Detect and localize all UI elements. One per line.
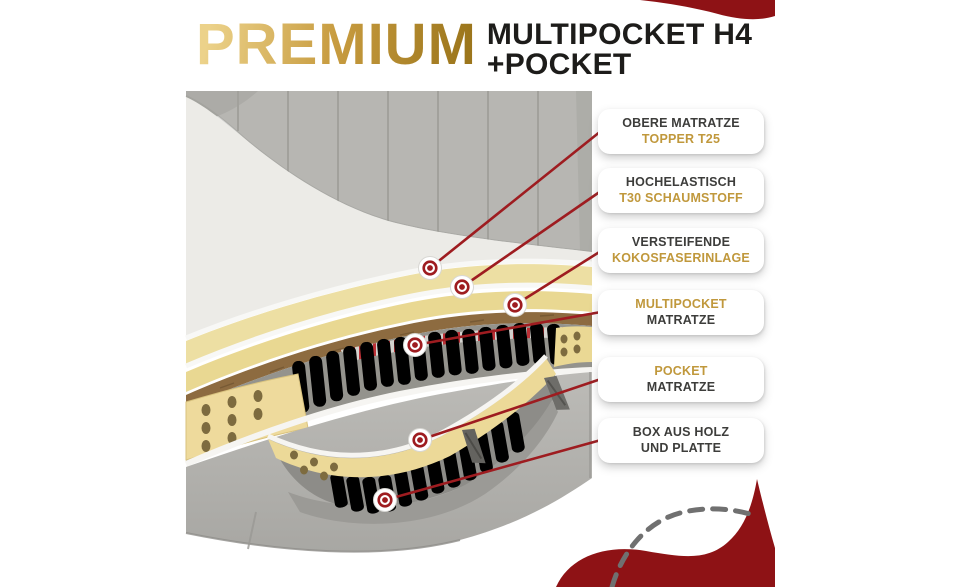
decor-red-wave-bottom xyxy=(556,479,775,587)
callout-text: OBERE MATRATZE xyxy=(622,116,740,130)
callout-label-topper xyxy=(598,109,764,154)
model-line-2: +POCKET xyxy=(486,48,632,81)
callout-marker-icon xyxy=(409,429,432,452)
callout-label-kokosfaser xyxy=(598,228,764,273)
callout-text: HOCHELASTISCH xyxy=(625,175,737,189)
callout-text: MATRATZE xyxy=(646,379,716,394)
callout-text: VERSTEIFENDE xyxy=(631,235,731,249)
callout-marker-icon xyxy=(504,294,527,317)
callout-marker-icon xyxy=(451,276,474,299)
callout-text-accent: MULTIPOCKET xyxy=(635,297,727,311)
callout-marker-icon xyxy=(374,489,397,512)
page-title xyxy=(196,14,752,80)
callout-text-accent: POCKET xyxy=(654,364,708,378)
brand-title: PREMIUM xyxy=(196,12,477,77)
callout-text-accent: T30 SCHAUMSTOFF xyxy=(619,190,743,205)
callout-text: UND PLATTE xyxy=(640,440,722,455)
callout-label-schaumstoff xyxy=(598,168,764,213)
callout-marker-icon xyxy=(419,257,442,280)
callout-marker-icon xyxy=(404,334,427,357)
foam-side-right xyxy=(554,326,592,367)
callout-label-multipocket xyxy=(598,290,764,335)
model-title xyxy=(487,20,752,80)
model-line-1: MULTIPOCKET H4 xyxy=(486,18,753,51)
callout-text: MATRATZE xyxy=(646,312,716,327)
callout-text-accent: KOKOSFASERINLAGE xyxy=(612,250,750,265)
callout-text-accent: TOPPER T25 xyxy=(641,131,721,146)
callout-label-box xyxy=(598,418,764,463)
callout-text: BOX AUS HOLZ xyxy=(632,425,730,439)
callout-label-pocket xyxy=(598,357,764,402)
